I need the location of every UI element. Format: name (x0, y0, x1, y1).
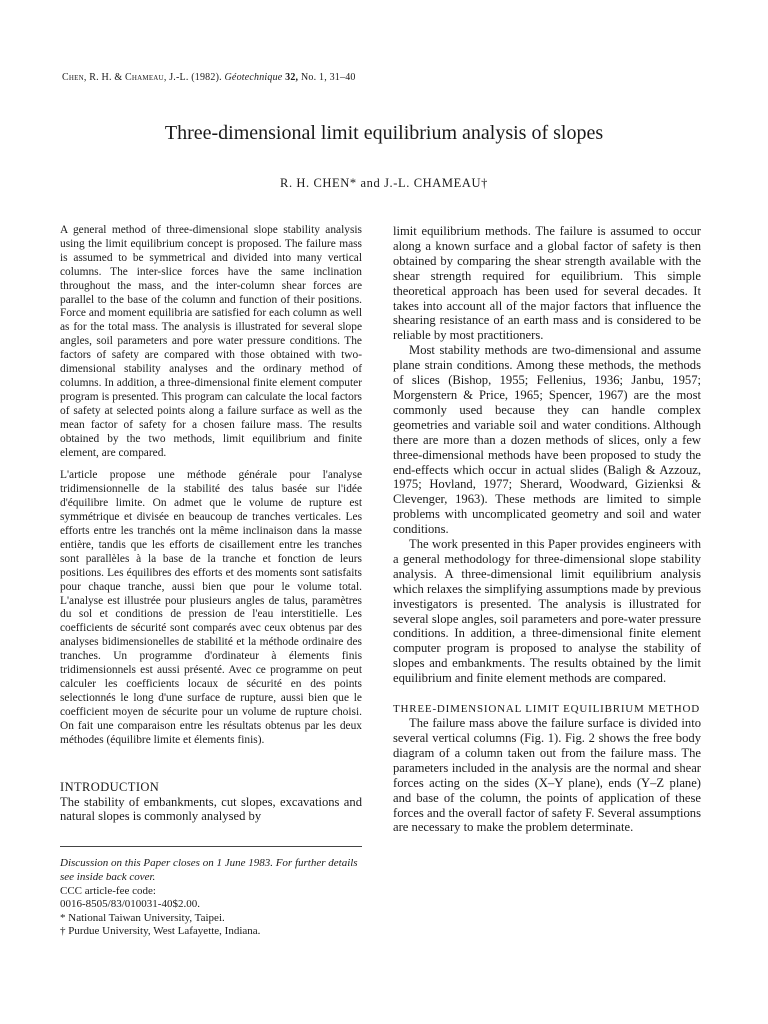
footnote-affiliation-1: * National Taiwan University, Taipei. (60, 911, 225, 924)
left-column (60, 224, 362, 939)
footnote-ccc-code: 0016-8505/83/010031-40$2.00. (60, 898, 200, 911)
running-head (62, 72, 356, 83)
abstract-french: L'article propose une méthode générale pour l'analyse tridimensionnelle de la stabilité des talus basée sur l'idée d'équilibre limite. On admet que le volume de rupture est symmétrique et divisée en beaucoup de tranches verticales. Les efforts entre les tranchés ont la même inclinaison dans la masse entière, tandis que les efforts de cisaillement entre les tranches sont parallèles à la base de la tranche et fonction de leurs positions. Les équilibres des efforts et des moments sont satisfaits pour chaque tranche, aussi bien que pour le volume total. L'analyse est illustrée pour plusieurs angles de talus, paramètres du sol et conditions de pression de l'eau interstitielle. Les coefficients de sécurité sont comparés avec ceux obtenus par des analyses bidimensionelles de stabilité et la méthode ordinaire des tranches. Un programme d'ordinateur à élements finis tridimensionnels est aussi présenté. Avec ce programme on peut calculer les coefficients locaux de sécurité en des points selectionnés le long d'une surface de rupture, aussi bien que le coefficient moyen de sécurite pour un volume de rupture choisi. On fait une comparaison entre les résultats obtenus par les deux méthodes (équilibre limite et élements finis). (60, 469, 362, 746)
method-heading: THREE-DIMENSIONAL LIMIT EQUILIBRIUM METHOD (393, 703, 701, 716)
footnotes (60, 846, 362, 939)
introduction-paragraph-continued: limit equilibrium methods. The failure is assumed to occur along a known surface and a global factor of safety is then obtained by comparing the shear strength available with the shear strength required for equilibrium. This simple theoretical approach has been used for several decades. It takes into account all of the major factors that influence the shearing resistance of an earth mass and is considered to be reliable by most practitioners. (393, 224, 701, 343)
running-head-journal: Géotechnique (224, 72, 283, 83)
running-head-issue-pages: No. 1, 31–40 (300, 72, 356, 83)
introduction-heading: INTRODUCTION (60, 779, 160, 794)
footnote-discussion: Discussion on this Paper closes on 1 June 1983. For further details see inside back cover. (60, 857, 358, 883)
running-head-volume: 32, (285, 72, 299, 83)
paper-authors: R. H. CHEN* and J.-L. CHAMEAU† (280, 176, 488, 190)
paper-title: Three-dimensional limit equilibrium analysis of slopes (164, 122, 604, 144)
footnote-ccc-label: CCC article-fee code: (60, 884, 156, 897)
abstract-english: A general method of three-dimensional slope stability analysis using the limit equilibrium concept is proposed. The failure mass is assumed to be symmetrical and divided into many vertical columns. The inter-slice forces have the same inclination throughout the mass, and the inter-column shear forces are parallel to the base of the column and function of their positions. Force and moment equilibria are satisfied for each column as well as for the total mass. The analysis is illustrated for several slope angles, soil parameters and pore water pressure conditions. The factors of safety are compared with those obtained with two-dimensional stability analyses and the ordinary method of columns. In addition, a three-dimensional finite element computer program is presented. This program can calculate the local factors of safety at selected points along a failure surface as well as the mean factor of safety for a chosen failure mass. The results obtained by the two methods, limit equilibrium and finite element, are compared. (60, 224, 362, 459)
introduction-paragraph-2: Most stability methods are two-dimensional and assume plane strain conditions. Among these methods, the methods of slices (Bishop, 1955; Fellenius, 1936; Janbu, 1957; Morgenstern & Price, 1965; Spencer, 1967) are the most commonly used because they can handle complex geometries and variable soil and water conditions. Although there are more than a dozen methods of slices, only a few three-dimensional methods have been proposed to study the end-effects which occur in actual slides (Baligh & Azzouz, 1975; Hovland, 1977; Sherard, Woodward, Gizienksi & Clevenger, 1963). These methods are limited to simple problems with uncomplicated geometry and soil and water conditions. (393, 343, 701, 537)
introduction-paragraph-3: The work presented in this Paper provides engineers with a general methodology for three-dimensional slope stability analysis. A three-dimensional limit equilibrium analysis which relaxes the simplifying assumptions made by previous investigators is presented. The analysis is illustrated for several slope angles, soil parameters and pore-water pressure conditions. In addition, a three-dimensional finite element computer program is proposed to analyse the stability of slopes and embankments. The results obtained by the limit equilibrium and finite element methods are compared. (393, 537, 701, 686)
running-head-authors: Chen, R. H. & Chameau, J.-L. (1982). (62, 72, 222, 83)
method-paragraph-1: The failure mass above the failure surface is divided into several vertical columns (Fig. 1). Fig. 2 shows the free body diagram of a column taken out from the failure mass. The parameters included in the analysis are the normal and shear forces acting on the sides (X–Y plane), ends (Y–Z plane) and base of the column, the points of application of these forces and the overall factor of safety F. Several assumptions are necessary to make the problem determinate. (393, 716, 701, 835)
right-column (393, 224, 701, 835)
introduction-paragraph-start: The stability of embankments, cut slopes, excavations and natural slopes is commonly analysed by (60, 794, 362, 824)
footnote-affiliation-2: † Purdue University, West Lafayette, Indiana. (60, 925, 261, 938)
